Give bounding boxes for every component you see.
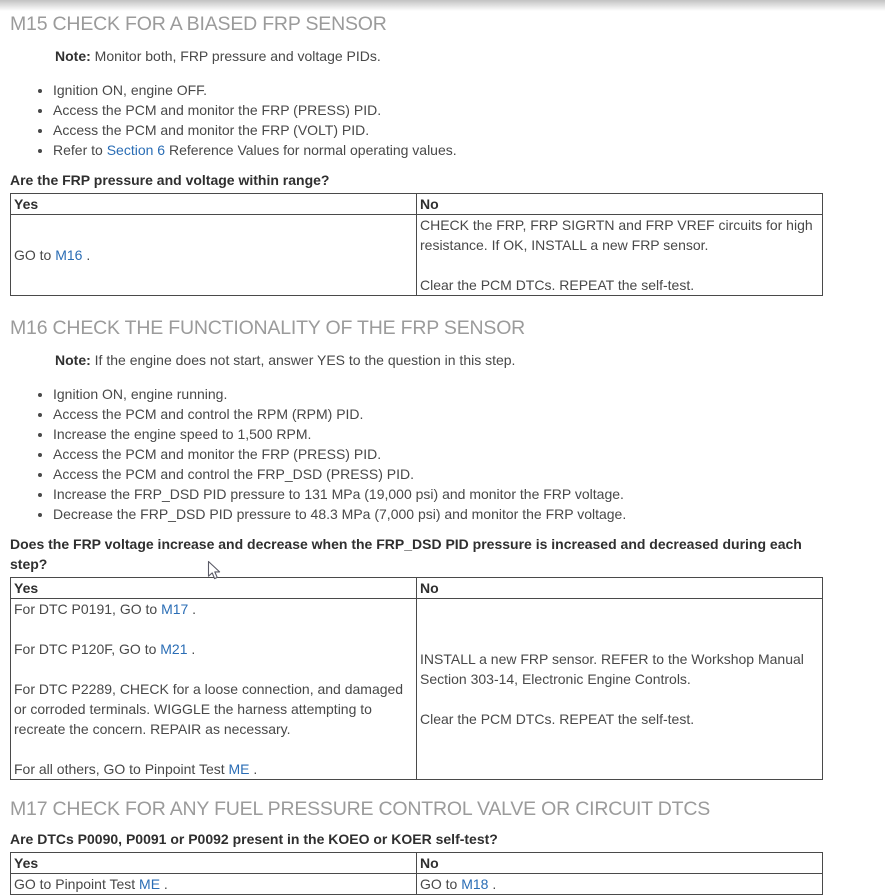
cell-paragraph	[14, 245, 413, 265]
cell-paragraph	[14, 874, 413, 894]
text-run: .	[82, 247, 91, 263]
text-run: Refer to	[53, 142, 107, 158]
no-cell-m15	[417, 215, 823, 296]
step-item	[53, 140, 823, 160]
step-item: • Access the PCM and monitor the FRP (VOLT) PID.	[53, 120, 823, 140]
section-heading-m17: M17 CHECK FOR ANY FUEL PRESSURE CONTROL VALVE OR CIRCUIT DTCS	[10, 798, 711, 820]
link-pinpoint-test-me[interactable]: ME	[228, 761, 250, 777]
note-text: Monitor both, FRP pressure and voltage PIDs.	[90, 48, 381, 64]
question-m17: Are DTCs P0090, P0091 or P0092 present in the KOEO or KOER self-test?	[10, 831, 498, 847]
note-m16	[55, 350, 823, 370]
text-run: For all others, GO to Pinpoint Test	[14, 761, 229, 777]
text-run: GO to	[420, 876, 462, 892]
text-run: GO to	[14, 247, 56, 263]
cell-paragraph: INSTALL a new FRP sensor. REFER to the Workshop Manual Section 303-14, Electronic Engine Controls.	[420, 651, 804, 687]
cell-paragraph	[14, 639, 413, 659]
text-run: .	[160, 876, 168, 892]
yes-column-header: Yes	[11, 578, 417, 599]
yes-cell-m15	[11, 215, 417, 296]
text-run: .	[249, 761, 258, 777]
no-column-header: No	[417, 578, 823, 599]
question-m15: Are the FRP pressure and voltage within range?	[10, 172, 330, 188]
no-cell-m16	[417, 599, 823, 780]
table-body-row	[11, 874, 823, 895]
step-item: • Ignition ON, engine OFF.	[53, 80, 823, 100]
text-run: .	[187, 641, 196, 657]
table-body-row	[11, 215, 823, 296]
no-column-header: No	[417, 194, 823, 215]
page-top-shadow	[0, 0, 885, 11]
step-item: • Access the PCM and control the RPM (RPM) PID.	[53, 404, 823, 424]
document-body	[0, 14, 885, 895]
text-run: .	[488, 876, 497, 892]
no-column-header: No	[417, 853, 823, 874]
section-heading-m16: M16 CHECK THE FUNCTIONALITY OF THE FRP SENSOR	[10, 317, 526, 339]
step-item: • Access the PCM and control the FRP_DSD (PRESS) PID.	[53, 464, 823, 484]
step-list-m15	[10, 80, 823, 160]
note-m15	[55, 46, 823, 66]
step-list-m16	[10, 384, 823, 524]
note-text: If the engine does not start, answer YES to the question in this step.	[90, 352, 516, 368]
section-heading-m15: M15 CHECK FOR A BIASED FRP SENSOR	[10, 13, 387, 35]
link-m21[interactable]: M21	[160, 641, 188, 657]
table-body-row	[11, 599, 823, 780]
yes-cell-m17	[11, 874, 417, 895]
step-item: • Access the PCM and monitor the FRP (PRESS) PID.	[53, 100, 823, 120]
step-item: • Decrease the FRP_DSD PID pressure to 48.3 MPa (7,000 psi) and monitor the FRP voltage.	[53, 504, 823, 524]
yes-column-header: Yes	[11, 853, 417, 874]
text-run: Reference Values for normal operating values.	[165, 142, 457, 158]
cell-paragraph: Clear the PCM DTCs. REPEAT the self-test.	[420, 711, 695, 727]
link-section-6[interactable]: Section 6	[106, 142, 166, 158]
section-m17	[10, 799, 823, 895]
decision-table-m16	[10, 577, 823, 780]
cell-paragraph	[420, 874, 819, 894]
link-m17[interactable]: M17	[161, 601, 189, 617]
cell-paragraph: For DTC P2289, CHECK for a loose connection, and damaged or corroded terminals. WIGGLE the harness attempting to recreate the concern. REPAIR as necessary.	[14, 681, 404, 737]
step-item: • Increase the engine speed to 1,500 RPM.	[53, 424, 823, 444]
section-m15	[10, 14, 823, 296]
section-m16	[10, 318, 823, 780]
step-item: • Increase the FRP_DSD PID pressure to 131 MPa (19,000 psi) and monitor the FRP voltage.	[53, 484, 823, 504]
table-header-row	[11, 578, 823, 599]
step-item: • Access the PCM and monitor the FRP (PRESS) PID.	[53, 444, 823, 464]
decision-table-m17	[10, 852, 823, 895]
note-label: Note:	[55, 352, 91, 368]
cell-paragraph	[14, 599, 413, 619]
cell-paragraph: Clear the PCM DTCs. REPEAT the self-test.	[420, 277, 695, 293]
text-run: GO to Pinpoint Test	[14, 876, 140, 892]
cell-paragraph: CHECK the FRP, FRP SIGRTN and FRP VREF circuits for high resistance. If OK, INSTALL a new FRP sensor.	[420, 217, 813, 253]
text-run: For DTC P120F, GO to	[14, 641, 161, 657]
yes-column-header: Yes	[11, 194, 417, 215]
text-run: .	[188, 601, 197, 617]
yes-cell-m16	[11, 599, 417, 780]
no-cell-m17	[417, 874, 823, 895]
cell-paragraph	[14, 759, 413, 779]
decision-table-m15	[10, 193, 823, 296]
question-m16: Does the FRP voltage increase and decrease when the FRP_DSD PID pressure is increased and decreased during each step?	[10, 536, 802, 572]
table-header-row	[11, 194, 823, 215]
link-m16[interactable]: M16	[55, 247, 83, 263]
link-pinpoint-test-me[interactable]: ME	[139, 876, 161, 892]
text-run: For DTC P0191, GO to	[14, 601, 162, 617]
note-label: Note:	[55, 48, 91, 64]
step-item: • Ignition ON, engine running.	[53, 384, 823, 404]
link-m18[interactable]: M18	[461, 876, 489, 892]
table-header-row	[11, 853, 823, 874]
